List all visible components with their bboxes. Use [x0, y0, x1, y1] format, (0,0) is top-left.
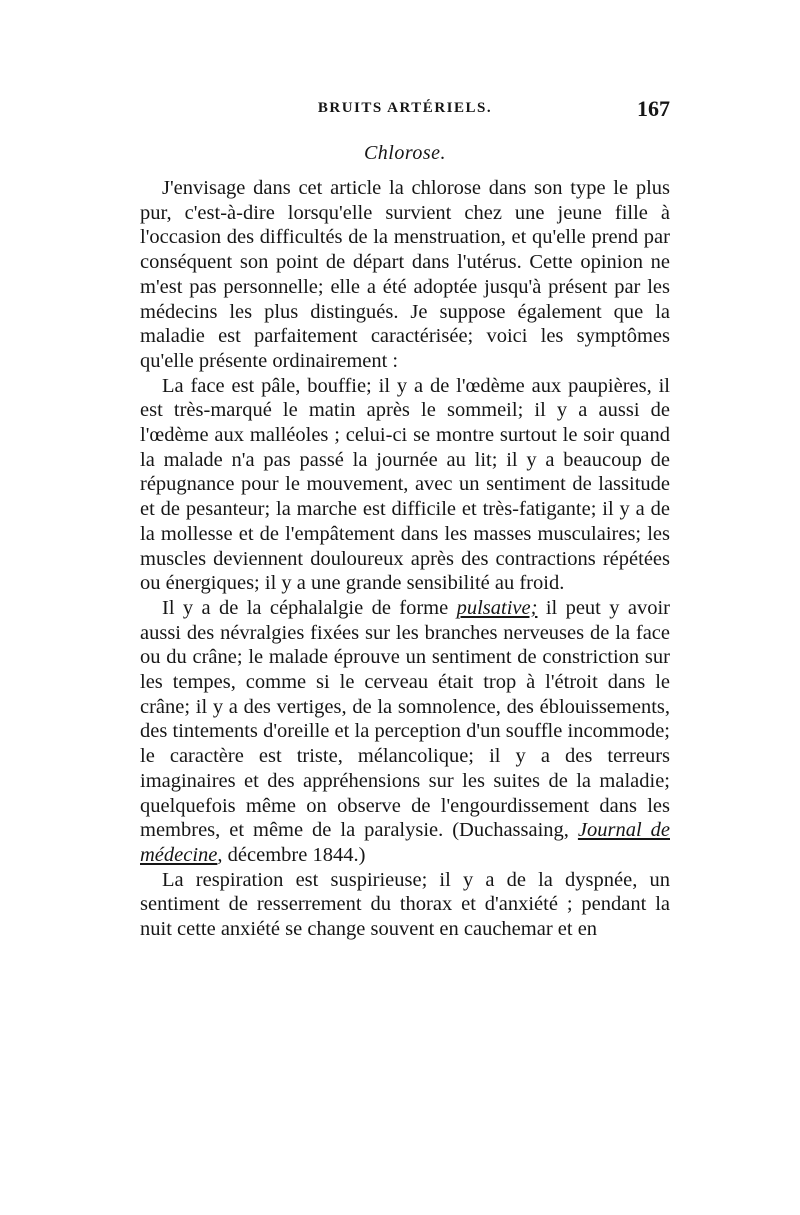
paragraph-headache-middle: il peut y avoir aussi des névralgies fixées sur les branches nerveuses de la face ou du crâne; le malade éprouve un sentiment de constriction sur les tempes, comme si le cerveau était trop à l'étroit dans le crâne; il y a des vertiges, de la somnolence, des éblouissements, des tintements d'oreille et la perception d'un souffle incommode; le caractère est triste, mélancolique; il y a des terreurs imaginaires et des appréhensions sur les suites de la maladie; quelquefois même on observe de l'engourdissement dans les membres, et même de la paralysie. (Duchassaing, — [140, 596, 670, 842]
paragraph-intro: J'envisage dans cet article la chlorose dans son type le plus pur, c'est-à-dire lorsqu'elle survient chez une jeune fille à l'occasion des difficultés de la menstruation, et qu'elle prend par conséquent son point de départ dans l'utérus. Cette opinion ne m'est pas personnelle; elle a été adoptée jusqu'à présent par les médecins les plus distingués. Je suppose également que la maladie est parfaitement caractérisée; voici les symptômes qu'elle présente ordinairement : — [140, 177, 670, 372]
running-head — [140, 96, 670, 126]
paragraph-symptoms: La face est pâle, bouffie; il y a de l'œdème aux paupières, il est très-marqué le matin après le sommeil; il y a aussi de l'œdème aux malléoles ; celui-ci se montre surtout le soir quand la malade n'a pas passé la journée au lit; il y a beaucoup de répugnance pour le mouvement, avec un sentiment de lassitude et de pesanteur; la marche est difficile et très-fatigante; il y a de la mollesse et de l'empâtement dans les masses musculaires; les muscles deviennent douloureux après des contractions répétées ou énergiques; il y a une grande sensibilité au froid. — [140, 374, 670, 595]
paragraph-headache — [140, 596, 670, 868]
paragraph-headache-end: , décembre 1844.) — [217, 843, 366, 866]
paragraph-headache-start: Il y a de la céphalalgie de forme — [162, 596, 457, 619]
paragraph-respiration: La respiration est suspirieuse; il y a de la dyspnée, un sentiment de resserrement du thorax et d'anxiété ; pendant la nuit cette anxiété se change souvent en cauchemar et en — [140, 868, 670, 941]
citation-journal: Journal de médecine — [140, 819, 670, 866]
page-number: 167 — [637, 96, 670, 121]
section-title: Chlorose. — [363, 142, 447, 164]
emphasis-pulsative: pulsative; — [456, 596, 538, 619]
running-title: BRUITS ARTÉRIELS. — [317, 100, 493, 116]
body-text — [140, 176, 670, 942]
